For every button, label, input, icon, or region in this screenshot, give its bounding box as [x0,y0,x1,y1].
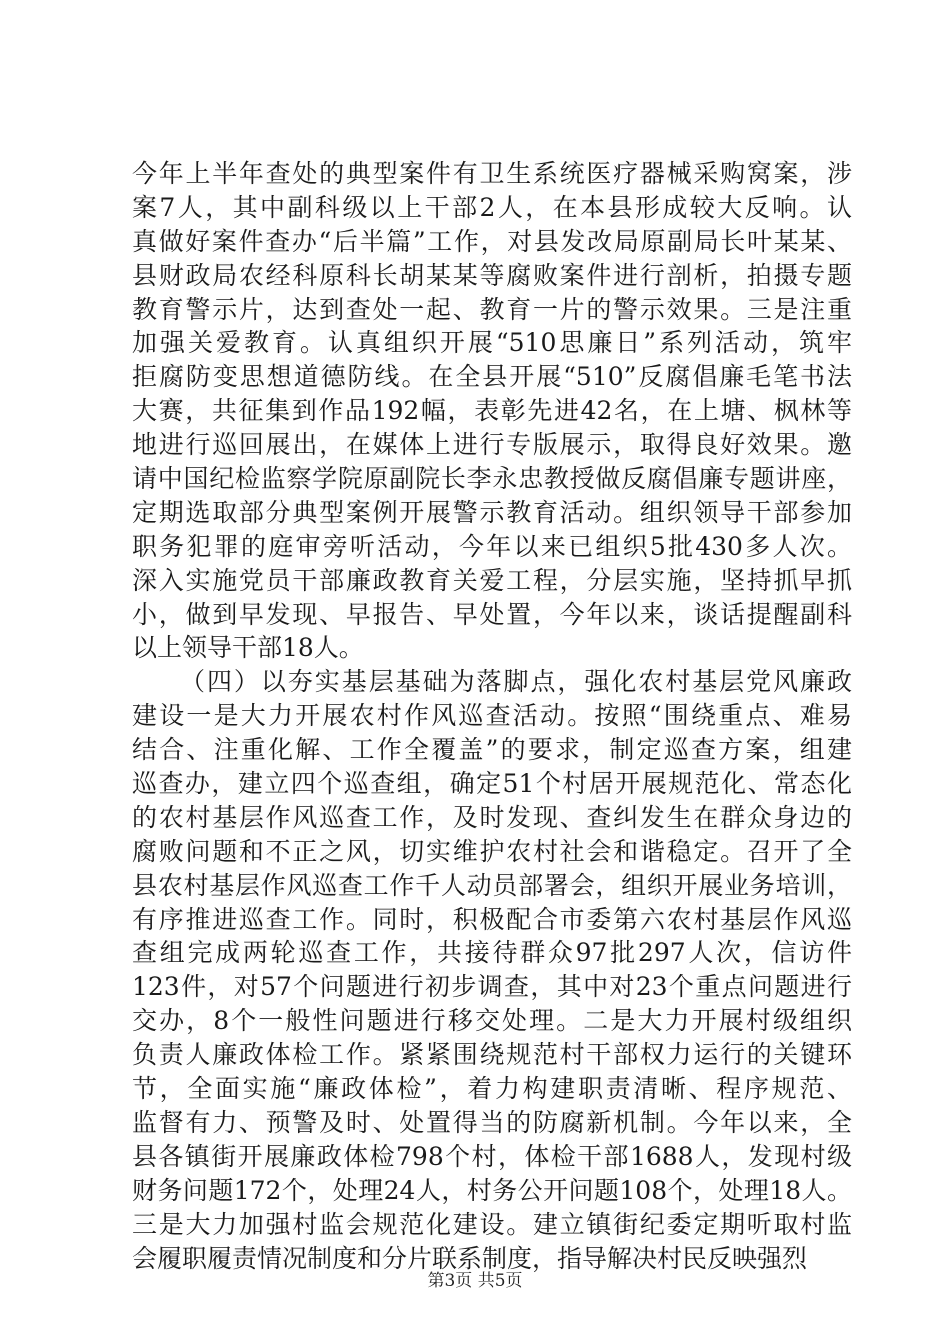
text-line: 腐败问题和不正之风，切实维护农村社会和谐稳定。召开了全 [132,836,852,866]
body-text [132,157,852,1275]
text-line: 拒腐防变思想道德防线。在全县开展“510”反腐倡廉毛笔书法 [132,362,852,392]
text-line: 县财政局农经科原科长胡某某等腐败案件进行剖析，拍摄专题 [132,260,852,290]
page-footer: 第3页 共5页 [427,1271,523,1291]
text-line: 有序推进巡查工作。同时，积极配合市委第六农村基层作风巡 [132,904,852,934]
text-line: 123件，对57个问题进行初步调查，其中对23个重点问题进行 [132,972,852,1002]
text-line: 大赛，共征集到作品192幅，表彰先进42名，在上塘、枫林等 [132,396,852,426]
text-line: 交办，8个一般性问题进行移交处理。二是大力开展村级组织 [132,1006,852,1036]
text-line: 三是大力加强村监会规范化建设。建立镇街纪委定期听取村监 [132,1209,852,1239]
text-line: 节，全面实施“廉政体检”，着力构建职责清晰、程序规范、 [132,1074,852,1104]
text-line: 深入实施党员干部廉政教育关爱工程，分层实施，坚持抓早抓 [132,565,852,595]
text-line: 以上领导干部18人。 [132,633,364,663]
text-line: 定期选取部分典型案例开展警示教育活动。组织领导干部参加 [132,497,852,527]
text-line: 结合、注重化解、工作全覆盖”的要求，制定巡查方案，组建 [132,735,852,765]
text-line: 请中国纪检监察学院原副院长李永忠教授做反腐倡廉专题讲座， [132,464,852,494]
text-line: 县各镇街开展廉政体检798个村，体检干部1688人，发现村级 [132,1141,852,1171]
text-line: 小，做到早发现、早报告、早处置，今年以来，谈话提醒副科 [132,599,852,629]
text-line: 负责人廉政体检工作。紧紧围绕规范村干部权力运行的关键环 [132,1040,852,1070]
text-line: 职务犯罪的庭审旁听活动，今年以来已组织5批430多人次。 [132,531,852,561]
text-line: 监督有力、预警及时、处置得当的防腐新机制。今年以来，全 [132,1107,852,1137]
text-line: 的农村基层作风巡查工作，及时发现、查纠发生在群众身边的 [132,802,852,832]
text-line: 真做好案件查办“后半篇”工作，对县发改局原副局长叶某某、 [132,226,852,256]
text-line: （四）以夯实基层基础为落脚点，强化农村基层党风廉政 [180,667,852,697]
text-line: 教育警示片，达到查处一起、教育一片的警示效果。三是注重 [132,294,852,324]
text-line: 财务问题172个，处理24人，村务公开问题108个，处理18人。 [132,1175,852,1205]
text-line: 查组完成两轮巡查工作，共接待群众97批297人次，信访件 [132,938,852,968]
text-line: 建设一是大力开展农村作风巡查活动。按照“围绕重点、难易 [132,701,852,731]
text-line: 会履职履责情况制度和分片联系制度，指导解决村民反映强烈 [132,1243,808,1273]
text-line: 加强关爱教育。认真组织开展“510思廉日”系列活动，筑牢 [132,328,852,358]
text-line: 案7人，其中副科级以上干部2人，在本县形成较大反响。认 [132,192,852,222]
text-line: 巡查办，建立四个巡查组，确定51个村居开展规范化、常态化 [132,769,852,799]
text-line: 地进行巡回展出，在媒体上进行专版展示，取得良好效果。邀 [132,430,852,460]
text-line: 县农村基层作风巡查工作千人动员部署会，组织开展业务培训， [132,870,852,900]
text-line: 今年上半年查处的典型案件有卫生系统医疗器械采购窝案，涉 [132,159,852,188]
